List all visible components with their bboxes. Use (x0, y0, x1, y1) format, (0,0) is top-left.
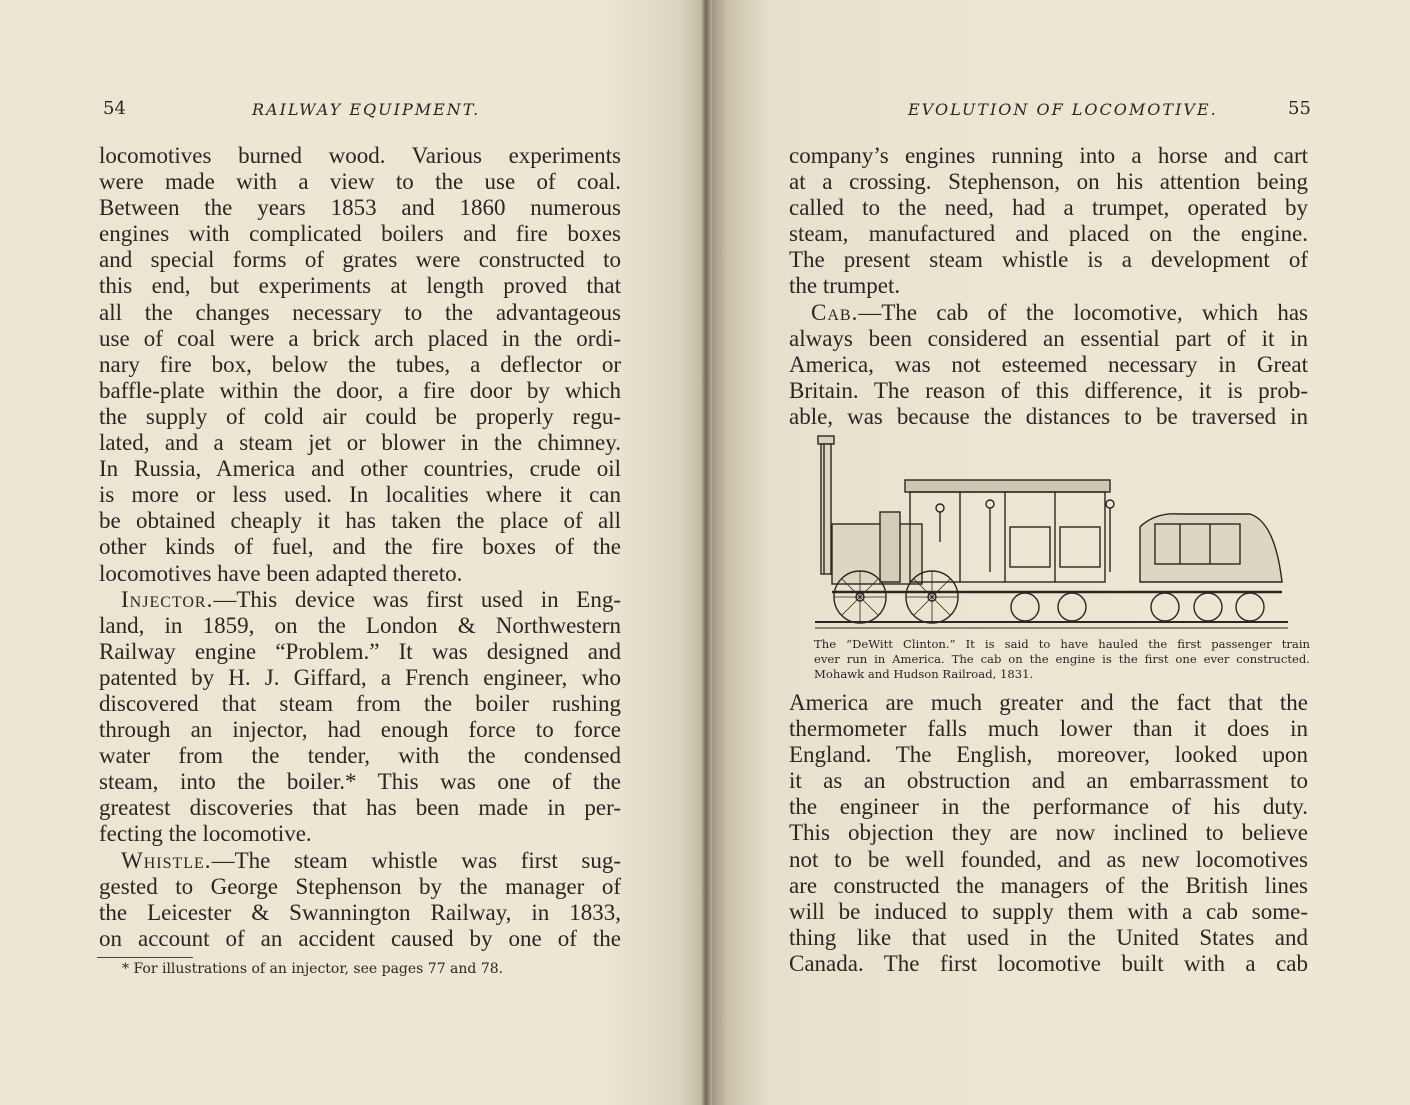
text-line: the supply of cold air could be properly regu- (99, 403, 621, 429)
text-line: America are much greater and the fact that the (789, 690, 1308, 715)
running-head: EVOLUTION OF LOCOMOTIVE. (908, 100, 1218, 119)
left-body-text (99, 143, 621, 952)
text-line: the Leicester & Swannington Railway, in 1833, (99, 899, 621, 925)
footnote-rule (97, 957, 193, 958)
caption-line: ever run in America. The cab on the engine is the first one ever constructed. (814, 652, 1310, 666)
injector-heading: Injector. (121, 586, 214, 612)
text-line: locomotives burned wood. Various experiments (99, 143, 621, 168)
text-line: able, was because the distances to be traversed in (789, 403, 1308, 429)
dewitt-clinton-illustration (810, 432, 1290, 637)
paragraph-whistle: Whistle.—The steam whistle was first sug- gested to George Stephenson by the manager of the Leicester & Swannington Railway, in 1833, on account of an accident caused by one of the (99, 847, 621, 951)
text-line: Between the years 1853 and 1860 numerous (99, 195, 621, 221)
text-line: company’s engines running into a horse and cart (789, 143, 1308, 168)
text-line: called to the need, had a trumpet, operated by (789, 195, 1308, 221)
paragraph-cab-cont (789, 690, 1308, 977)
text-line: The present steam whistle is a development of (789, 247, 1308, 273)
text-line: be obtained cheaply it has taken the place of all (99, 508, 621, 534)
text-line: this end, but experiments at length proved that (99, 273, 621, 299)
text-line: water from the tender, with the condensed (99, 743, 621, 769)
whistle-heading: Whistle. (121, 847, 212, 873)
text-line: fecting the locomotive. (99, 821, 312, 847)
text-line: were made with a view to the use of coal. (99, 169, 621, 195)
text-line: steam, into the boiler.* This was one of the (99, 769, 621, 795)
right-top-text (789, 143, 1308, 430)
paragraph-cab: Cab.—The cab of the locomotive, which has always been considered an essential part of it in America, was not esteemed necessary in Great Britain. The reason of this difference, it is prob- able, was because the distances to be traversed in (789, 299, 1308, 429)
text-line: steam, manufactured and placed on the engine. (789, 221, 1308, 247)
text-line: thing like that used in the United States and (789, 924, 1308, 950)
text-line: will be induced to supply them with a cab some- (789, 898, 1308, 924)
text-line: all the changes necessary to the advantageous (99, 299, 621, 325)
text-line: and special forms of grates were constructed to (99, 247, 621, 273)
caption-line: Mohawk and Hudson Railroad, 1831. (814, 667, 1034, 681)
text-line: greatest discoveries that has been made in per- (99, 795, 621, 821)
text-line: gested to George Stephenson by the manager of (99, 873, 621, 899)
text-line: are constructed the managers of the British lines (789, 872, 1308, 898)
page-number: 55 (1288, 98, 1311, 119)
figure-caption (814, 637, 1310, 682)
text-line: land, in 1859, on the London & Northwestern (99, 612, 621, 638)
text-line: use of coal were a brick arch placed in the ordi- (99, 325, 621, 351)
text-line: at a crossing. Stephenson, on his attention being (789, 169, 1308, 195)
text-line: through an injector, had enough force to force (99, 717, 621, 743)
caption-line: The “DeWitt Clinton.” It is said to have hauled the first passenger train (814, 637, 1310, 651)
text-line: not to be well founded, and as new locomotives (789, 846, 1308, 872)
paragraph-injector: Injector.—This device was first used in Eng- land, in 1859, on the London & Northwestern Railway engine “Problem.” It was designed and patented by H. J. Giffard, a French engineer, who discovered that steam from the boiler rushing through an injector, had enough force to force water from the tender, with the condensed steam, into the boiler.* This was one of the greatest discoveries that has been made in per- fecting the locomotive. (99, 586, 621, 847)
text-line: thermometer falls much lower than it does in (789, 716, 1308, 742)
text-line: In Russia, America and other countries, crude oil (99, 456, 621, 482)
text-line: nary fire box, below the tubes, a deflector or (99, 351, 621, 377)
text-line: Railway engine “Problem.” It was designed and (99, 638, 621, 664)
text-line: America, was not esteemed necessary in Great (789, 351, 1308, 377)
text-line: baffle-plate within the door, a fire door by which (99, 377, 621, 403)
paragraph-whistle-cont (789, 143, 1308, 300)
text-line: always been considered an essential part of it in (789, 325, 1308, 351)
text-line: on account of an accident caused by one of the (99, 925, 621, 951)
text-line: Britain. The reason of this difference, it is prob- (789, 377, 1308, 403)
text-line: other kinds of fuel, and the fire boxes of the (99, 534, 621, 560)
text-line: engines with complicated boilers and fire boxes (99, 221, 621, 247)
text-line: lated, and a steam jet or blower in the chimney. (99, 430, 621, 456)
paragraph-fuel (99, 143, 621, 587)
right-bottom-text (789, 690, 1308, 977)
running-head: RAILWAY EQUIPMENT. (252, 100, 481, 119)
text-line: discovered that steam from the boiler rushing (99, 690, 621, 716)
text-line: the trumpet. (789, 273, 901, 299)
text-line: the engineer in the performance of his duty. (789, 794, 1308, 820)
footnote: * For illustrations of an injector, see pages 77 and 78. (122, 961, 504, 977)
cab-heading: Cab. (811, 299, 859, 325)
text-line: England. The English, moreover, looked upon (789, 742, 1308, 768)
page-number: 54 (103, 98, 126, 119)
text-line: Canada. The first locomotive built with a cab (789, 950, 1308, 976)
text-line: is more or less used. In localities where it can (99, 482, 621, 508)
text-line: patented by H. J. Giffard, a French engineer, who (99, 664, 621, 690)
text-line: This objection they are now inclined to believe (789, 820, 1308, 846)
book-gutter (700, 0, 712, 1105)
text-line: it as an obstruction and an embarrassment to (789, 768, 1308, 794)
text-line: locomotives have been adapted thereto. (99, 560, 463, 586)
